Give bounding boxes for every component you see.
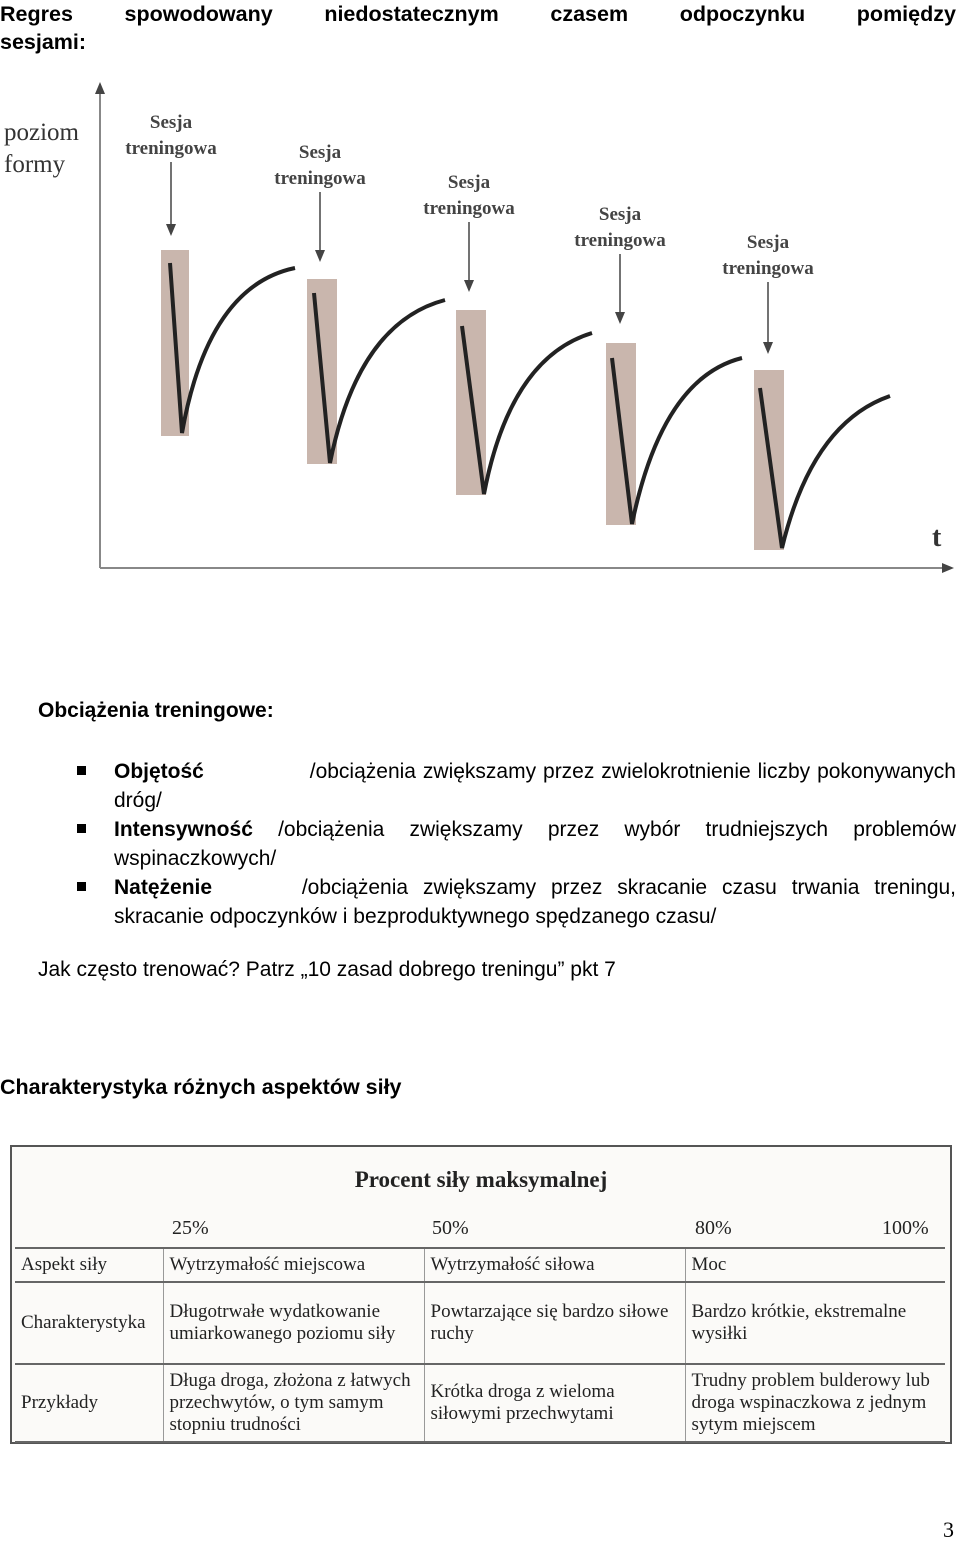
table-row bbox=[15, 1248, 945, 1282]
heading-word: Regres bbox=[0, 2, 73, 26]
strength-grid bbox=[15, 1247, 945, 1443]
session-label-line1: Sesja bbox=[298, 142, 342, 163]
table-cell: Trudny problem bulderowy lub droga wspinaczkowa z jednym sytym miejscem bbox=[685, 1364, 945, 1442]
table-title: Procent siły maksymalnej bbox=[354, 1167, 608, 1192]
session-label-line2: treningowa bbox=[125, 138, 217, 159]
table-cell: Długotrwałe wydatkowanie umiarkowanego poziomu siły bbox=[163, 1282, 424, 1364]
form-level-figure bbox=[0, 78, 960, 590]
heading-word: niedostatecznym bbox=[324, 2, 499, 26]
table-row bbox=[15, 1364, 945, 1442]
session-arrowhead bbox=[763, 342, 773, 354]
table-cell: Moc bbox=[685, 1248, 945, 1282]
list-item bbox=[72, 873, 956, 931]
load-term: Intensywność bbox=[114, 818, 253, 841]
session-label-line2: treningowa bbox=[423, 198, 515, 219]
strength-table bbox=[10, 1145, 952, 1444]
percent-label: 50% bbox=[432, 1217, 469, 1239]
list-item bbox=[72, 815, 956, 873]
load-description: /obciążenia zwiększamy przez wybór trudniejszych problemów wspinaczkowych/ bbox=[114, 818, 957, 870]
table-cell: Powtarzające się bardzo siłowe ruchy bbox=[424, 1282, 685, 1364]
session-arrowhead bbox=[464, 280, 474, 292]
x-axis-label: t bbox=[932, 522, 942, 553]
session-label-line1: Sesja bbox=[447, 172, 491, 193]
load-description: /obciążenia zwiększamy przez skracanie czasu trwania treningu, skracanie odpoczynków i bezproduktywnego spędzanego czasu/ bbox=[114, 876, 957, 928]
training-session-1 bbox=[125, 112, 295, 436]
heading-word: pomiędzy bbox=[856, 2, 956, 26]
training-session-5 bbox=[722, 232, 890, 550]
heading-word: odpoczynku bbox=[679, 2, 806, 26]
training-session-2 bbox=[274, 142, 445, 464]
row-label: Charakterystyka bbox=[15, 1282, 163, 1364]
how-often-text: Jak często trenować? Patrz „10 zasad dobrego treningu” pkt 7 bbox=[38, 958, 616, 981]
training-loads-title: Obciążenia treningowe: bbox=[38, 699, 274, 722]
table-cell: Wytrzymałość miejscowa bbox=[163, 1248, 424, 1282]
percent-label: 100% bbox=[882, 1217, 929, 1239]
session-label-line2: treningowa bbox=[574, 230, 666, 251]
page-heading bbox=[0, 0, 956, 28]
page-heading-line2: sesjami: bbox=[0, 30, 87, 54]
page-number: 3 bbox=[943, 1517, 954, 1542]
heading-word: czasem bbox=[550, 2, 629, 26]
percent-label: 80% bbox=[695, 1217, 732, 1239]
session-label-line2: treningowa bbox=[274, 168, 366, 189]
y-axis-arrow bbox=[95, 82, 105, 94]
table-row bbox=[15, 1282, 945, 1364]
table-cell: Wytrzymałość siłowa bbox=[424, 1248, 685, 1282]
row-label: Przykłady bbox=[15, 1364, 163, 1442]
session-arrowhead bbox=[166, 224, 176, 236]
load-term: Natężenie bbox=[114, 876, 213, 899]
table-cell: Długa droga, złożona z łatwych przechwytów, o tym samym stopniu trudności bbox=[163, 1364, 424, 1442]
session-arrowhead bbox=[315, 250, 325, 262]
x-axis-arrow bbox=[942, 563, 954, 573]
y-axis-label-line1: poziom bbox=[4, 119, 79, 146]
bullet-square-icon bbox=[77, 824, 86, 833]
percent-label: 25% bbox=[172, 1217, 209, 1239]
bullet-square-icon bbox=[77, 766, 86, 775]
list-item bbox=[72, 757, 956, 815]
training-session-3 bbox=[423, 172, 592, 495]
training-session-4 bbox=[574, 204, 742, 525]
y-axis-label-line2: formy bbox=[4, 151, 66, 178]
load-term: Objętość bbox=[114, 760, 204, 783]
session-label-line2: treningowa bbox=[722, 258, 814, 279]
training-loads-list bbox=[72, 757, 956, 931]
session-arrowhead bbox=[615, 312, 625, 324]
session-label-line1: Sesja bbox=[598, 204, 642, 225]
table-cell: Bardzo krótkie, ekstremalne wysiłki bbox=[685, 1282, 945, 1364]
load-description: /obciążenia zwiększamy przez zwielokrotnienie liczby pokonywanych dróg/ bbox=[114, 760, 956, 812]
row-label: Aspekt siły bbox=[15, 1248, 163, 1282]
bullet-square-icon bbox=[77, 882, 86, 891]
strength-section-title: Charakterystyka różnych aspektów siły bbox=[0, 1075, 402, 1099]
table-cell: Krótka droga z wieloma siłowymi przechwytami bbox=[424, 1364, 685, 1442]
session-label-line1: Sesja bbox=[746, 232, 790, 253]
heading-word: spowodowany bbox=[124, 2, 273, 26]
session-label-line1: Sesja bbox=[149, 112, 193, 133]
